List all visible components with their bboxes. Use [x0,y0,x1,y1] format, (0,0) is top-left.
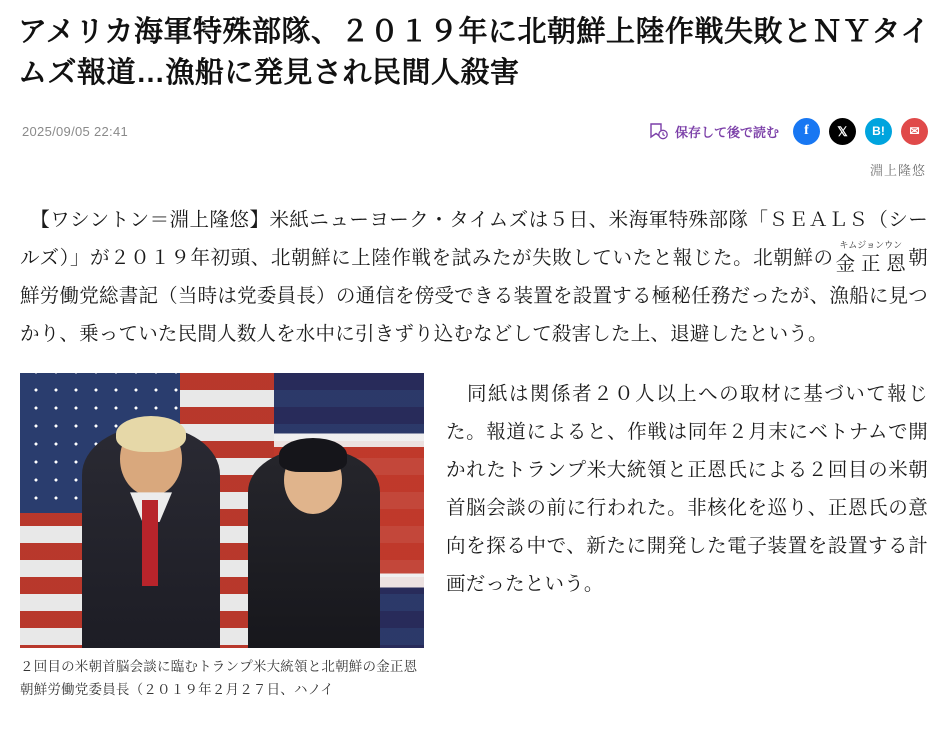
trump-tie [142,500,158,586]
trump-hair [116,416,186,452]
person-trump [82,426,220,648]
ruby-annotation-kim-jong-un [836,241,906,277]
page-title: アメリカ海軍特殊部隊、２０１９年に北朝鮮上陸作戦失敗とＮＹタイムズ報道…漁船に発見され民間人殺害 [18,16,930,90]
lead-text-part-1: 【ワシントン＝淵上隆悠】米紙ニューヨーク・タイムズは５日、米海軍特殊部隊「ＳＥＡＬＳ（シールズ）」が２０１９年初頭、北朝鮮に上陸作戦を試みたが失敗していたと報じた。北朝鮮の [20,209,928,270]
bookmark-clock-icon [649,123,668,140]
article-actions [645,118,928,145]
ruby-base-text: 金 正 恩 [835,253,906,276]
article-meta-row [14,116,934,146]
social-share-group [793,118,928,145]
right-column-paragraph: 同紙は関係者２０人以上への取材に基づいて報じた。報道によると、作戦は同年２月末にベトナムで開かれたトランプ米大統領と正恩氏による２回目の米朝首脳会談の前に行われた。非核化を巡り、正恩氏の意向を探る中で、新たに開発した電子装置を設置する計画だったという。 [446,383,928,596]
author-byline: 淵上隆悠 [869,163,926,179]
article-body-columns [14,373,934,702]
article-figure [20,373,424,702]
ruby-reading: キムジョンウン [839,240,903,251]
save-for-later-label: 保存して後で読む [674,124,779,140]
article-right-column [446,373,928,702]
publish-timestamp: 2025/09/05 22:41 [22,123,129,139]
article-lead-paragraph [14,201,934,353]
article-page [0,12,948,750]
kim-hair [279,438,347,472]
lead-text-part-2: 朝鮮労働党総書記（当時は党委員長）の通信を傍受できる装置を設置する極秘任務だったが、漁船に見つかり、乗っていた民間人数人を水中に引きずり込むなどして殺害した上、退避したという。 [20,247,929,346]
summit-photo [20,373,424,648]
save-for-later-button[interactable] [645,120,783,143]
person-kim [248,448,380,648]
mail-share-button[interactable]: ✉ [901,118,928,145]
hatena-bookmark-button[interactable]: B! [865,118,892,145]
facebook-share-button[interactable]: f [793,118,820,145]
figure-caption: ２回目の米朝首脳会談に臨むトランプ米大統領と北朝鮮の金正恩朝鮮労働党委員長（２０１９年２月２７日、ハノイ [20,659,418,698]
x-share-button[interactable]: 𝕏 [829,118,856,145]
